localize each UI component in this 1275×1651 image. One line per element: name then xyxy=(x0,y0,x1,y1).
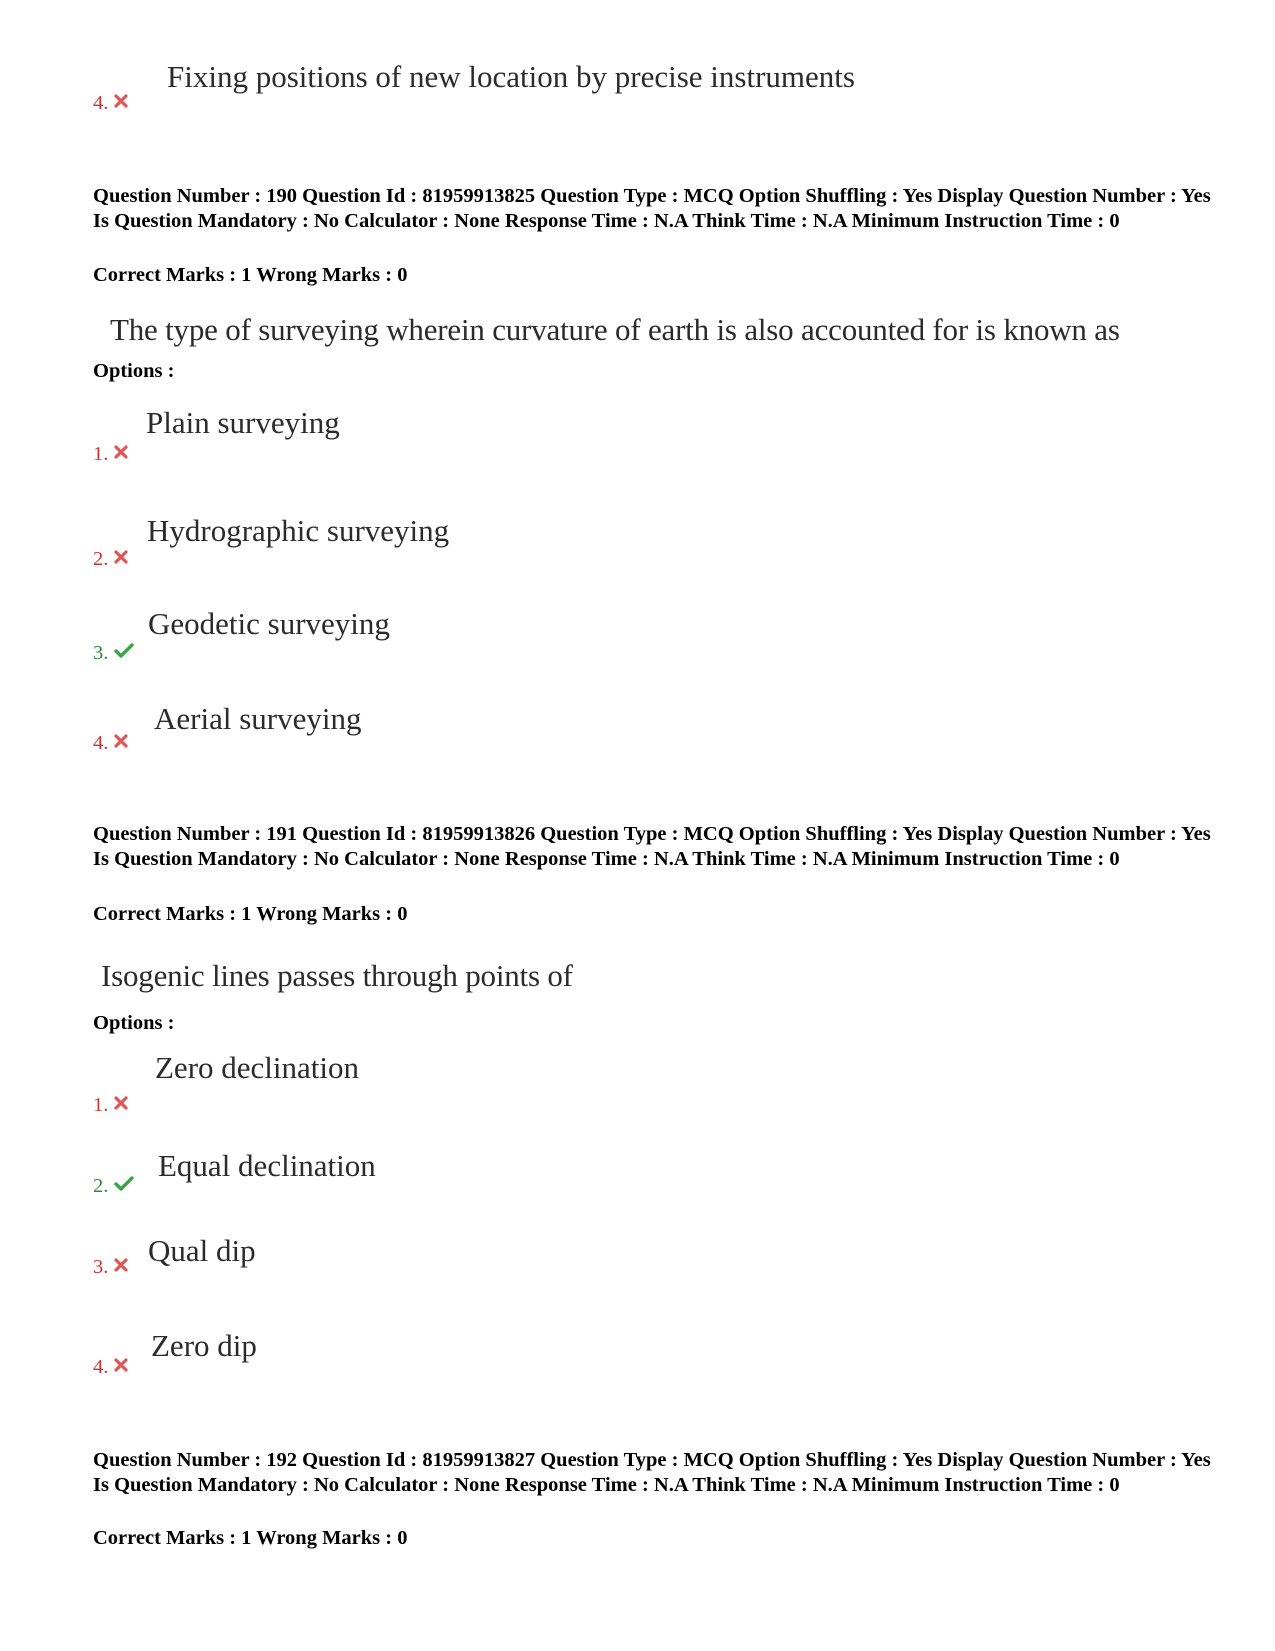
option-number-label: 4. xyxy=(93,1356,109,1378)
option-text: Zero declination xyxy=(155,1050,359,1085)
check-icon xyxy=(114,1176,134,1192)
option-number xyxy=(93,1093,128,1117)
option-text: Equal declination xyxy=(158,1148,376,1183)
question-meta: Question Number : 191 Question Id : 81959913826 Question Type : MCQ Option Shuffling : Yes Display Question Number : Yes Is Question Mandatory : No Calculator : None Response Time : N.A Think Time : N.A Minimum Instruction Time : 0 xyxy=(93,823,1211,870)
option-number xyxy=(93,547,128,571)
cross-icon xyxy=(114,1358,128,1372)
option-number xyxy=(93,1255,128,1279)
option-number xyxy=(93,442,128,466)
question-marks: Correct Marks : 1 Wrong Marks : 0 xyxy=(93,1527,408,1549)
option-number-label: 1. xyxy=(93,443,109,465)
option-number-label: 3. xyxy=(93,1256,109,1278)
option-number xyxy=(93,731,128,755)
question-meta: Question Number : 190 Question Id : 81959913825 Question Type : MCQ Option Shuffling : Yes Display Question Number : Yes Is Question Mandatory : No Calculator : None Response Time : N.A Think Time : N.A Minimum Instruction Time : 0 xyxy=(93,185,1211,232)
option-number-label: 4. xyxy=(93,92,109,114)
cross-icon xyxy=(114,1258,128,1272)
question-marks: Correct Marks : 1 Wrong Marks : 0 xyxy=(93,264,408,286)
option-text: Qual dip xyxy=(148,1233,256,1268)
options-label: Options : xyxy=(93,360,175,382)
option-number-label: 2. xyxy=(93,1175,109,1197)
question-meta: Question Number : 192 Question Id : 81959913827 Question Type : MCQ Option Shuffling : Yes Display Question Number : Yes Is Question Mandatory : No Calculator : None Response Time : N.A Think Time : N.A Minimum Instruction Time : 0 xyxy=(93,1449,1211,1496)
option-number xyxy=(93,1355,128,1379)
cross-icon xyxy=(114,550,128,564)
question-marks: Correct Marks : 1 Wrong Marks : 0 xyxy=(93,903,408,925)
option-text: Plain surveying xyxy=(146,405,340,440)
cross-icon xyxy=(114,1096,128,1110)
option-number xyxy=(93,641,134,665)
question-stem: Isogenic lines passes through points of xyxy=(101,958,573,993)
option-number-label: 4. xyxy=(93,732,109,754)
option-text: Fixing positions of new location by precise instruments xyxy=(167,59,855,94)
option-number xyxy=(93,91,128,115)
options-label: Options : xyxy=(93,1012,175,1034)
option-text: Zero dip xyxy=(151,1328,257,1363)
option-text: Geodetic surveying xyxy=(148,606,390,641)
option-number xyxy=(93,1174,134,1198)
option-text: Hydrographic surveying xyxy=(147,513,450,548)
question-stem: The type of surveying wherein curvature of earth is also accounted for is known as xyxy=(110,312,1120,347)
cross-icon xyxy=(114,734,128,748)
cross-icon xyxy=(114,445,128,459)
option-text: Aerial surveying xyxy=(154,701,362,736)
option-number-label: 1. xyxy=(93,1094,109,1116)
check-icon xyxy=(114,643,134,659)
cross-icon xyxy=(114,94,128,108)
option-number-label: 2. xyxy=(93,548,109,570)
option-number-label: 3. xyxy=(93,642,109,664)
